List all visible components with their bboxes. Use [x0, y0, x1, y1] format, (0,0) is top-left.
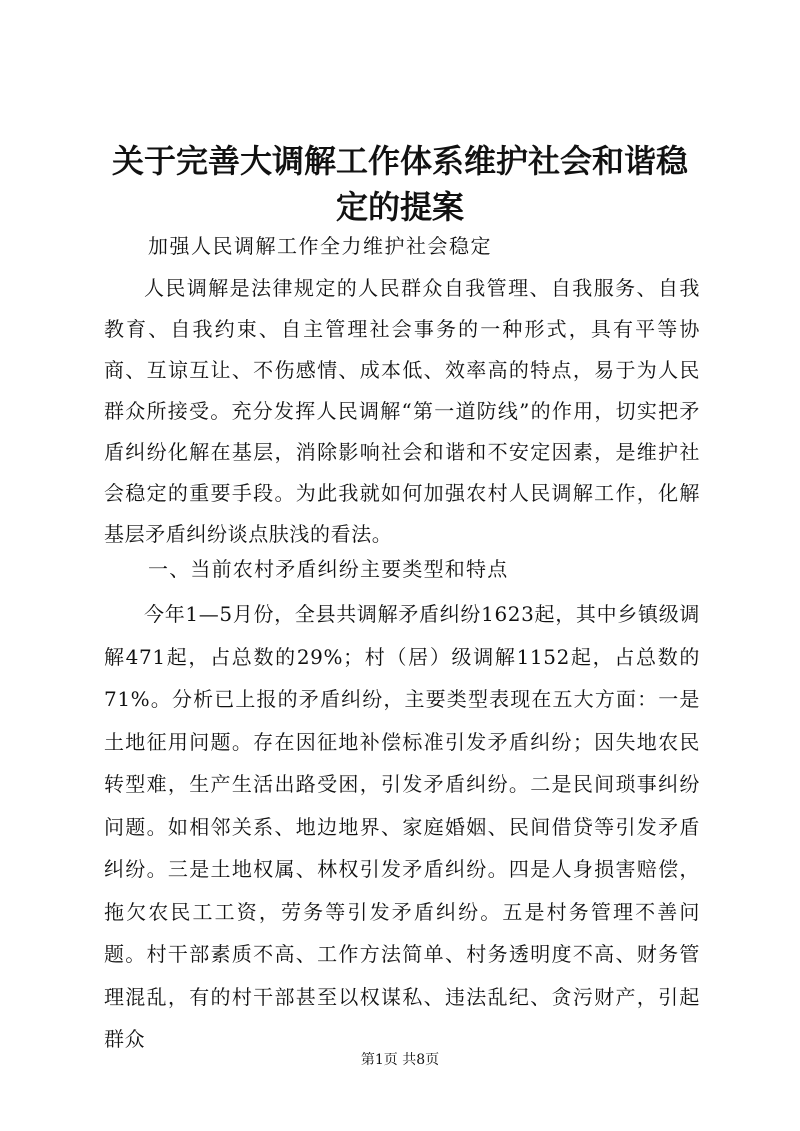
- section-heading: 一、当前农村矛盾纠纷主要类型和特点: [148, 557, 509, 581]
- document-title: 关于完善大调解工作体系维护社会和谐稳定的提案: [111, 142, 688, 226]
- document-subtitle: 加强人民调解工作全力维护社会稳定: [148, 234, 492, 258]
- paragraph-intro: 人民调解是法律规定的人民群众自我管理、自我服务、自我教育、自我约束、自主管理社会事务的一种形式，具有平等协商、互谅互让、不伤感情、成本低、效率高的特点，易于为人民群众所接受。充分发挥人民调解“第一道防线”的作用，切实把矛盾纠纷化解在基层，消除影响社会和谐和不安定因素，是维护社会稳定的重要手段。为此我就如何加强农村人民调解工作，化解基层矛盾纠纷谈点肤浅的看法。: [104, 276, 700, 546]
- paragraph-statistics: 今年1—5月份，全县共调解矛盾纠纷1623起，其中乡镇级调解471起，占总数的29%；村（居）级调解1152起，占总数的71%。分析已上报的矛盾纠纷，主要类型表现在五大方面：一是土地征用问题。存在因征地补偿标准引发矛盾纠纷；因失地农民转型难，生产生活出路受困，引发矛盾纠纷。二是民间琐事纠纷问题。如相邻关系、地边地界、家庭婚姻、民间借贷等引发矛盾纠纷。三是土地权属、林权引发矛盾纠纷。四是人身损害赔偿，拖欠农民工工资，劳务等引发矛盾纠纷。五是村务管理不善问题。村干部素质不高、工作方法简单、村务透明度不高、财务管理混乱，有的村干部甚至以权谋私、违法乱纪、贪污财产，引起群众: [104, 602, 700, 1051]
- page-number: 第1页 共8页: [360, 1052, 440, 1068]
